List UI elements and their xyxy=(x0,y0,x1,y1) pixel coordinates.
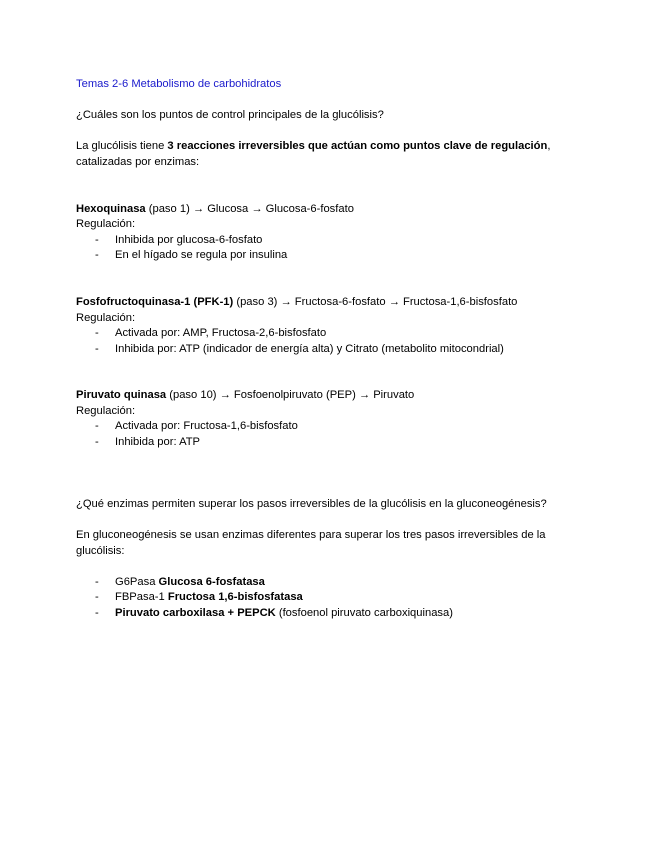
gluconeogenesis-paragraph: En gluconeogénesis se usan enzimas diferentes para superar los tres pasos irreversibles de la xyxy=(76,529,546,541)
bullet-dash: - xyxy=(95,234,99,246)
bullet-dash: - xyxy=(95,343,99,355)
bullet-dash: - xyxy=(95,249,99,261)
pfk1-heading: Fosfofructoquinasa-1 (PFK-1) (paso 3) → Fructosa-6-fosfato → Fructosa-1,6-bisfosfato xyxy=(76,296,518,308)
pyruvate-kinase-heading: Piruvato quinasa (paso 10) → Fosfoenolpiruvato (PEP) → Piruvato xyxy=(76,389,415,401)
page-header: Temas 2-6 Metabolismo de carbohidratos xyxy=(76,78,282,90)
list-item: FBPasa-1 Fructosa 1,6-bisfosfatasa xyxy=(115,591,303,603)
pfk1-regulation-label: Regulación: xyxy=(76,312,136,324)
bullet-dash: - xyxy=(95,576,99,588)
list-item: G6Pasa Glucosa 6-fosfatasa xyxy=(115,576,265,588)
intro-paragraph: La glucólisis tiene 3 reacciones irreversibles que actúan como puntos clave de regulación, xyxy=(76,140,551,152)
list-item: Activada por: Fructosa-1,6-bisfosfato xyxy=(115,420,298,432)
bullet-dash: - xyxy=(95,327,99,339)
list-item: Activada por: AMP, Fructosa-2,6-bisfosfato xyxy=(115,327,327,339)
list-item: Inhibida por glucosa-6-fosfato xyxy=(115,234,263,246)
list-item: Inhibida por: ATP xyxy=(115,436,200,448)
bullet-dash: - xyxy=(95,420,99,432)
bullet-dash: - xyxy=(95,591,99,603)
pyruvate-kinase-regulation-label: Regulación: xyxy=(76,405,136,417)
bullet-dash: - xyxy=(95,607,99,619)
intro-paragraph-line2: catalizadas por enzimas: xyxy=(76,156,200,168)
list-item: Inhibida por: ATP (indicador de energía alta) y Citrato (metabolito mitocondrial) xyxy=(115,343,504,355)
list-item: En el hígado se regula por insulina xyxy=(115,249,288,261)
question-gluconeogenesis: ¿Qué enzimas permiten superar los pasos irreversibles de la glucólisis en la gluconeogénesis? xyxy=(76,498,547,510)
gluconeogenesis-paragraph-line2: glucólisis: xyxy=(76,545,125,557)
hexokinase-heading: Hexoquinasa (paso 1) → Glucosa → Glucosa-6-fosfato xyxy=(76,203,354,215)
list-item: Piruvato carboxilasa + PEPCK (fosfoenol piruvato carboxiquinasa) xyxy=(115,607,453,619)
bullet-dash: - xyxy=(95,436,99,448)
hexokinase-regulation-label: Regulación: xyxy=(76,218,136,230)
question-glycolysis-control: ¿Cuáles son los puntos de control principales de la glucólisis? xyxy=(76,109,384,121)
